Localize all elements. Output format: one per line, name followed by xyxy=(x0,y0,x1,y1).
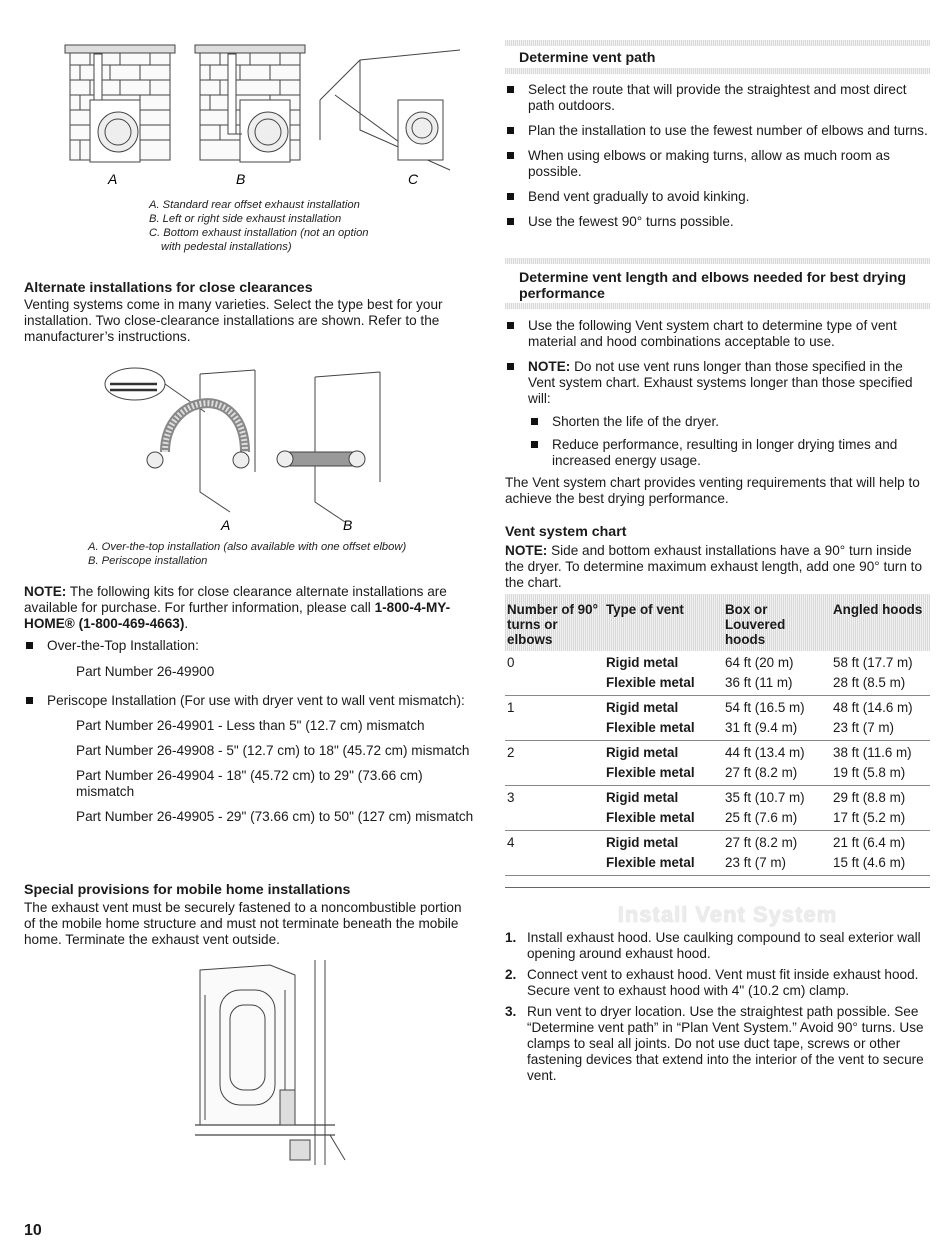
fig1-captions xyxy=(149,198,469,254)
vent-length-list xyxy=(505,318,930,469)
angled-hood-cell: 15 ft (4.6 m) xyxy=(831,851,930,876)
note-kits-text: The following kits for close clearance alternate installations are available for purchase. For further information, please call xyxy=(24,584,447,615)
table-row xyxy=(505,716,930,741)
column-header: Angled hoods xyxy=(833,602,923,617)
angled-hood-cell: 58 ft (17.7 m) xyxy=(833,655,913,670)
divider xyxy=(505,258,930,264)
kit-item-over-the-top: Over-the-Top Installation: xyxy=(24,638,474,654)
box-hood-cell: 35 ft (10.7 m) xyxy=(725,790,805,805)
fig2-label-b: B xyxy=(343,517,353,533)
install-vent-heading: Install Vent System xyxy=(617,902,838,927)
table-row xyxy=(505,786,930,807)
angled-hood-cell: 28 ft (8.5 m) xyxy=(831,671,930,696)
fig2-label-a: A xyxy=(221,517,231,533)
kit-part-number: Part Number 26-49900 xyxy=(76,664,215,679)
install-step xyxy=(505,1004,930,1084)
box-hood-cell: 27 ft (8.2 m) xyxy=(725,835,798,850)
vent-path-bullet: Bend vent gradually to avoid kinking. xyxy=(505,189,930,205)
mobile-home-heading: Special provisions for mobile home installations xyxy=(24,882,351,898)
table-row xyxy=(505,831,930,852)
turns-cell: 2 xyxy=(507,745,515,760)
note-text: Side and bottom exhaust installations have a 90° turn inside the dryer. To determine maximum exhaust length, add one 90° turn to the chart. xyxy=(505,543,923,590)
page-number: 10 xyxy=(24,1222,42,1239)
vent-path-list xyxy=(505,82,930,230)
install-step xyxy=(505,967,930,999)
vent-path-bullet: Plan the installation to use the fewest number of elbows and turns. xyxy=(505,123,930,139)
column-header: Box or Louvered hoods xyxy=(725,602,786,647)
vent-type-cell: Rigid metal xyxy=(606,655,679,670)
turns-cell xyxy=(505,671,604,696)
note-kits xyxy=(24,584,474,632)
close-clearance-figure xyxy=(95,362,395,534)
angled-hood-cell: 29 ft (8.8 m) xyxy=(833,790,906,805)
table-row xyxy=(505,696,930,717)
box-hood-cell: 36 ft (11 m) xyxy=(723,671,831,696)
vent-path-heading: Determine vent path xyxy=(519,50,656,66)
vent-type-cell: Flexible metal xyxy=(604,671,723,696)
vent-type-cell: Flexible metal xyxy=(604,851,723,876)
alt-installations-heading: Alternate installations for close clearances xyxy=(24,280,313,296)
fig2-captions xyxy=(88,540,473,568)
note-text: Do not use vent runs longer than those specified in the Vent system chart. Exhaust systems longer than those specified will: xyxy=(528,359,913,406)
kit-part-number: Part Number 26-49905 - 29" (73.66 cm) to 50" (127 cm) mismatch xyxy=(76,809,474,824)
kit-list xyxy=(24,638,474,825)
note-kits-end: . xyxy=(184,616,189,631)
angled-hood-cell: 17 ft (5.2 m) xyxy=(831,806,930,831)
table-header-row xyxy=(505,598,930,651)
box-hood-cell: 44 ft (13.4 m) xyxy=(725,745,805,760)
fig1-caption-c: C. Bottom exhaust installation (not an option xyxy=(149,227,369,239)
vent-type-cell: Flexible metal xyxy=(604,806,723,831)
fig1-caption-c-cont: with pedestal installations) xyxy=(161,241,292,253)
turns-cell: 0 xyxy=(507,655,515,670)
vent-system-table xyxy=(505,598,930,876)
turns-cell: 1 xyxy=(507,700,515,715)
sub-bullet: Reduce performance, resulting in longer drying times and increased energy usage. xyxy=(529,437,930,469)
kit-part-number: Part Number 26-49901 - Less than 5" (12.7 cm) mismatch xyxy=(76,718,425,733)
fig1-label-c: C xyxy=(408,171,419,187)
vent-chart-note xyxy=(505,543,930,591)
step-number: 3. xyxy=(505,1004,517,1019)
table-body xyxy=(505,651,930,876)
vent-type-cell: Flexible metal xyxy=(604,716,723,741)
vent-path-bullet: Use the fewest 90° turns possible. xyxy=(505,214,930,230)
note-label: NOTE: xyxy=(528,359,571,374)
table-row xyxy=(505,651,930,671)
column-header: Type of vent xyxy=(606,602,684,617)
box-hood-cell: 27 ft (8.2 m) xyxy=(723,761,831,786)
mobile-home-figure xyxy=(185,960,355,1165)
table-row xyxy=(505,851,930,876)
box-hood-cell: 64 ft (20 m) xyxy=(725,655,794,670)
alt-installations-body: Venting systems come in many varieties. Select the type best for your installation. Two close-clearance installations are shown. Refer to the manufacturer’s instructions. xyxy=(24,297,443,344)
step-text: Run vent to dryer location. Use the straightest path possible. See “Determine vent path” in “Plan Vent System.” Avoid 90° turns. Use clamps to seal all joints. Do not use duct tape, screws or other fastening devices that extend into the interior of the vent to secure vent. xyxy=(527,1004,924,1083)
mobile-home-body: The exhaust vent must be securely fastened to a noncombustible portion of the mobile home structure and must not terminate beneath the mobile home. Terminate the exhaust vent outside. xyxy=(24,900,462,947)
vent-length-note xyxy=(505,359,930,407)
sub-bullet: Shorten the life of the dryer. xyxy=(529,414,930,430)
vent-path-bullet: When using elbows or making turns, allow as much room as possible. xyxy=(505,148,930,180)
turns-cell xyxy=(505,851,604,876)
angled-hood-cell: 48 ft (14.6 m) xyxy=(833,700,913,715)
box-hood-cell: 31 ft (9.4 m) xyxy=(723,716,831,741)
table-row xyxy=(505,671,930,696)
column-header: Number of 90° turns or elbows xyxy=(507,602,598,647)
box-hood-cell: 25 ft (7.6 m) xyxy=(723,806,831,831)
vent-length-heading: Determine vent length and elbows needed for best drying performance xyxy=(519,270,907,302)
fig1-label-b: B xyxy=(236,171,246,187)
vent-length-bullet: Use the following Vent system chart to determine type of vent material and hood combinations acceptable to use. xyxy=(505,318,930,350)
install-steps xyxy=(505,930,930,1089)
box-hood-cell: 54 ft (16.5 m) xyxy=(725,700,805,715)
table-row xyxy=(505,761,930,786)
step-number: 2. xyxy=(505,967,517,982)
vent-chart-heading: Vent system chart xyxy=(505,524,627,540)
vent-type-cell: Rigid metal xyxy=(606,835,679,850)
fig1-caption-a: A. Standard rear offset exhaust installation xyxy=(149,199,360,211)
angled-hood-cell: 23 ft (7 m) xyxy=(831,716,930,741)
kit-item-periscope: Periscope Installation (For use with dryer vent to wall vent mismatch): xyxy=(24,693,474,709)
turns-cell: 4 xyxy=(507,835,515,850)
phone-number: 1-800-4-MY-HOME® (1-800-469-4663) xyxy=(24,600,451,631)
vent-type-cell: Flexible metal xyxy=(604,761,723,786)
kit-part-number: Part Number 26-49908 - 5" (12.7 cm) to 18" (45.72 cm) mismatch xyxy=(76,743,470,758)
box-hood-cell: 23 ft (7 m) xyxy=(723,851,831,876)
note-kits-label: NOTE: xyxy=(24,584,67,599)
step-text: Install exhaust hood. Use caulking compound to seal exterior wall opening around exhaust hood. xyxy=(527,930,921,961)
step-number: 1. xyxy=(505,930,517,945)
turns-cell xyxy=(505,761,604,786)
divider xyxy=(505,303,930,309)
step-text: Connect vent to exhaust hood. Vent must fit inside exhaust hood. Secure vent to exhaust hood with 4" (10.2 cm) clamp. xyxy=(527,967,919,998)
vent-system-table-wrap xyxy=(505,594,930,876)
vent-type-cell: Rigid metal xyxy=(606,700,679,715)
angled-hood-cell: 38 ft (11.6 m) xyxy=(833,745,912,760)
turns-cell xyxy=(505,716,604,741)
fig2-caption-a: A. Over-the-top installation (also available with one offset elbow) xyxy=(88,541,407,553)
divider xyxy=(505,40,930,46)
table-row xyxy=(505,741,930,762)
angled-hood-cell: 21 ft (6.4 m) xyxy=(833,835,906,850)
vent-type-cell: Rigid metal xyxy=(606,790,679,805)
note-label: NOTE: xyxy=(505,543,548,558)
vent-path-bullet: Select the route that will provide the straightest and most direct path outdoors. xyxy=(505,82,930,114)
vent-type-cell: Rigid metal xyxy=(606,745,679,760)
install-step xyxy=(505,930,930,962)
kit-part-number: Part Number 26-49904 - 18" (45.72 cm) to 29" (73.66 cm) mismatch xyxy=(76,768,423,799)
fig1-caption-b: B. Left or right side exhaust installation xyxy=(149,213,342,225)
divider xyxy=(505,887,930,888)
fig2-caption-b: B. Periscope installation xyxy=(88,555,208,567)
exhaust-installation-figure xyxy=(60,40,470,190)
vent-length-closing: The Vent system chart provides venting requirements that will help to achieve the best drying performance. xyxy=(505,475,920,506)
divider xyxy=(505,68,930,74)
table-row xyxy=(505,806,930,831)
turns-cell: 3 xyxy=(507,790,515,805)
angled-hood-cell: 19 ft (5.8 m) xyxy=(831,761,930,786)
turns-cell xyxy=(505,806,604,831)
fig1-label-a: A xyxy=(108,171,118,187)
